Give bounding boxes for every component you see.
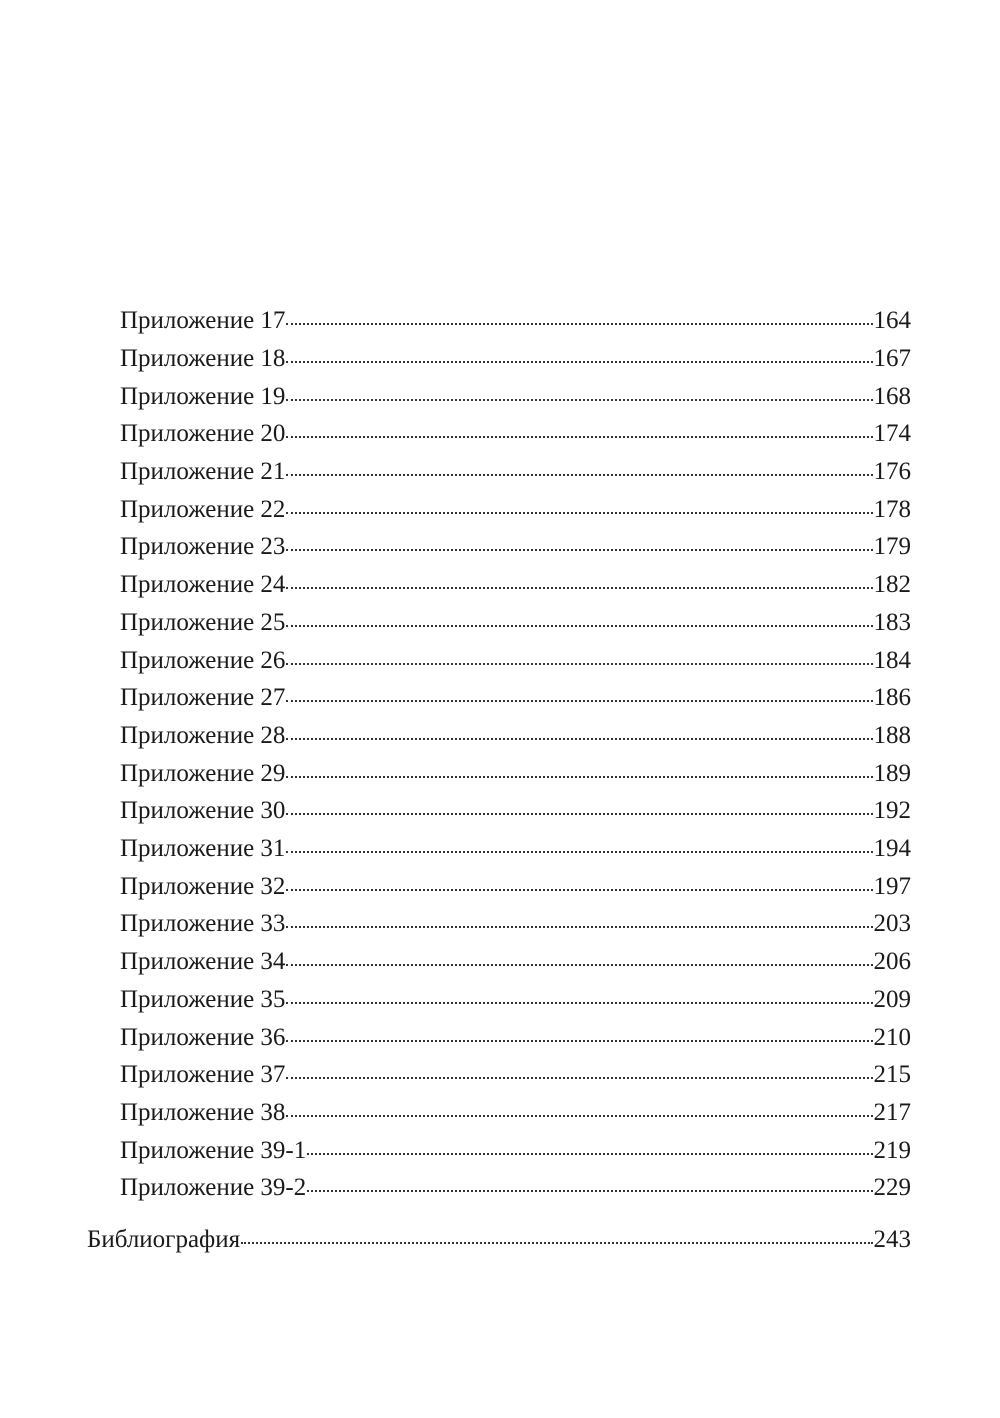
dot-leader [286,889,872,891]
dot-leader [286,1040,872,1042]
toc-entry-page-number: 243 [873,1226,911,1253]
dot-leader [286,700,872,702]
toc-entry-appendix-18[interactable] [120,344,911,374]
toc-entry-label: Приложение 36 [120,1024,286,1051]
toc-entry-page-number: 192 [873,797,911,824]
toc-entry-label: Приложение 39-1 [120,1137,307,1164]
toc-entry-page-number: 206 [873,948,911,975]
dot-leader [286,474,872,476]
toc-entry-page-number: 168 [873,383,911,410]
toc-entry-label: Приложение 30 [120,797,286,824]
toc-entry-label: Приложение 35 [120,986,286,1013]
toc-entry-label: Приложение 28 [120,722,286,749]
toc-entry-page-number: 164 [873,307,911,334]
toc-entry-page-number: 179 [873,533,911,560]
toc-entry-appendix-37[interactable] [120,1060,911,1090]
toc-entry-appendix-34[interactable] [120,947,911,977]
dot-leader [286,436,872,438]
toc-entry-label: Приложение 31 [120,835,286,862]
toc-entry-label: Приложение 23 [120,533,286,560]
toc-entry-label: Приложение 34 [120,948,286,975]
toc-entry-label: Приложение 22 [120,496,286,523]
dot-leader [286,361,872,363]
toc-entry-page-number: 209 [873,986,911,1013]
toc-entry-appendix-31[interactable] [120,834,911,864]
dot-leader [286,776,872,778]
toc-entry-appendix-39-2[interactable] [120,1173,911,1203]
toc-entry-appendix-33[interactable] [120,909,911,939]
toc-entry-appendix-24[interactable] [120,570,911,600]
toc-entry-appendix-26[interactable] [120,646,911,676]
toc-entry-page-number: 215 [873,1061,911,1088]
toc-entry-appendix-39-1[interactable] [120,1136,911,1166]
toc-entry-page-number: 167 [873,345,911,372]
toc-entry-label: Приложение 29 [120,760,286,787]
toc-entry-appendix-25[interactable] [120,608,911,638]
toc-entry-appendix-28[interactable] [120,721,911,751]
dot-leader [286,399,872,401]
toc-entry-page-number: 186 [873,684,911,711]
toc-entry-page-number: 176 [873,458,911,485]
toc-entry-appendix-22[interactable] [120,495,911,525]
toc-entry-appendix-29[interactable] [120,759,911,789]
toc-entry-appendix-27[interactable] [120,683,911,713]
toc-entry-label: Приложение 17 [120,307,286,334]
toc-entry-page-number: 188 [873,722,911,749]
toc-entry-page-number: 217 [873,1099,911,1126]
toc-entry-label: Приложение 21 [120,458,286,485]
dot-leader [286,549,872,551]
dot-leader [286,1002,872,1004]
dot-leader [286,587,872,589]
dot-leader [286,1115,872,1117]
toc-entry-appendix-23[interactable] [120,532,911,562]
toc-entry-label: Приложение 24 [120,571,286,598]
toc-entry-appendix-32[interactable] [120,872,911,902]
dot-leader [241,1242,872,1244]
dot-leader [307,1153,872,1155]
toc-entry-appendix-17[interactable] [120,306,911,336]
toc-entry-page-number: 210 [873,1024,911,1051]
toc-entry-label: Приложение 37 [120,1061,286,1088]
dot-leader [286,1077,872,1079]
dot-leader [286,851,872,853]
toc-entry-page-number: 203 [873,910,911,937]
toc-entry-label: Приложение 32 [120,873,286,900]
dot-leader [286,323,872,325]
dot-leader [286,663,872,665]
toc-entry-label: Библиография [87,1226,241,1253]
toc-entry-appendix-21[interactable] [120,457,911,487]
toc-entry-label: Приложение 25 [120,609,286,636]
toc-entry-appendix-19[interactable] [120,382,911,412]
toc-entry-page-number: 182 [873,571,911,598]
toc-entry-label: Приложение 18 [120,345,286,372]
toc-entry-appendix-30[interactable] [120,796,911,826]
toc-entry-page-number: 197 [873,873,911,900]
toc-entry-page-number: 219 [873,1137,911,1164]
dot-leader [286,813,872,815]
toc-entry-page-number: 194 [873,835,911,862]
toc-entry-appendix-36[interactable] [120,1023,911,1053]
toc-entry-appendix-35[interactable] [120,985,911,1015]
dot-leader [286,625,872,627]
dot-leader [307,1190,872,1192]
toc-entry-appendix-20[interactable] [120,419,911,449]
toc-entry-label: Приложение 26 [120,647,286,674]
toc-entry-label: Приложение 27 [120,684,286,711]
dot-leader [286,738,872,740]
toc-entry-page-number: 178 [873,496,911,523]
toc-entry-page-number: 174 [873,420,911,447]
toc-entry-label: Приложение 39-2 [120,1174,307,1201]
toc-entry-label: Приложение 19 [120,383,286,410]
toc-entry-label: Приложение 33 [120,910,286,937]
toc-entry-bibliography[interactable] [87,1225,911,1255]
dot-leader [286,964,872,966]
toc-entry-page-number: 184 [873,647,911,674]
toc-entry-label: Приложение 20 [120,420,286,447]
toc-entry-appendix-38[interactable] [120,1098,911,1128]
toc-entry-page-number: 229 [873,1174,911,1201]
toc-entry-page-number: 189 [873,760,911,787]
dot-leader [286,512,872,514]
toc-entry-label: Приложение 38 [120,1099,286,1126]
dot-leader [286,926,872,928]
toc-entry-page-number: 183 [873,609,911,636]
